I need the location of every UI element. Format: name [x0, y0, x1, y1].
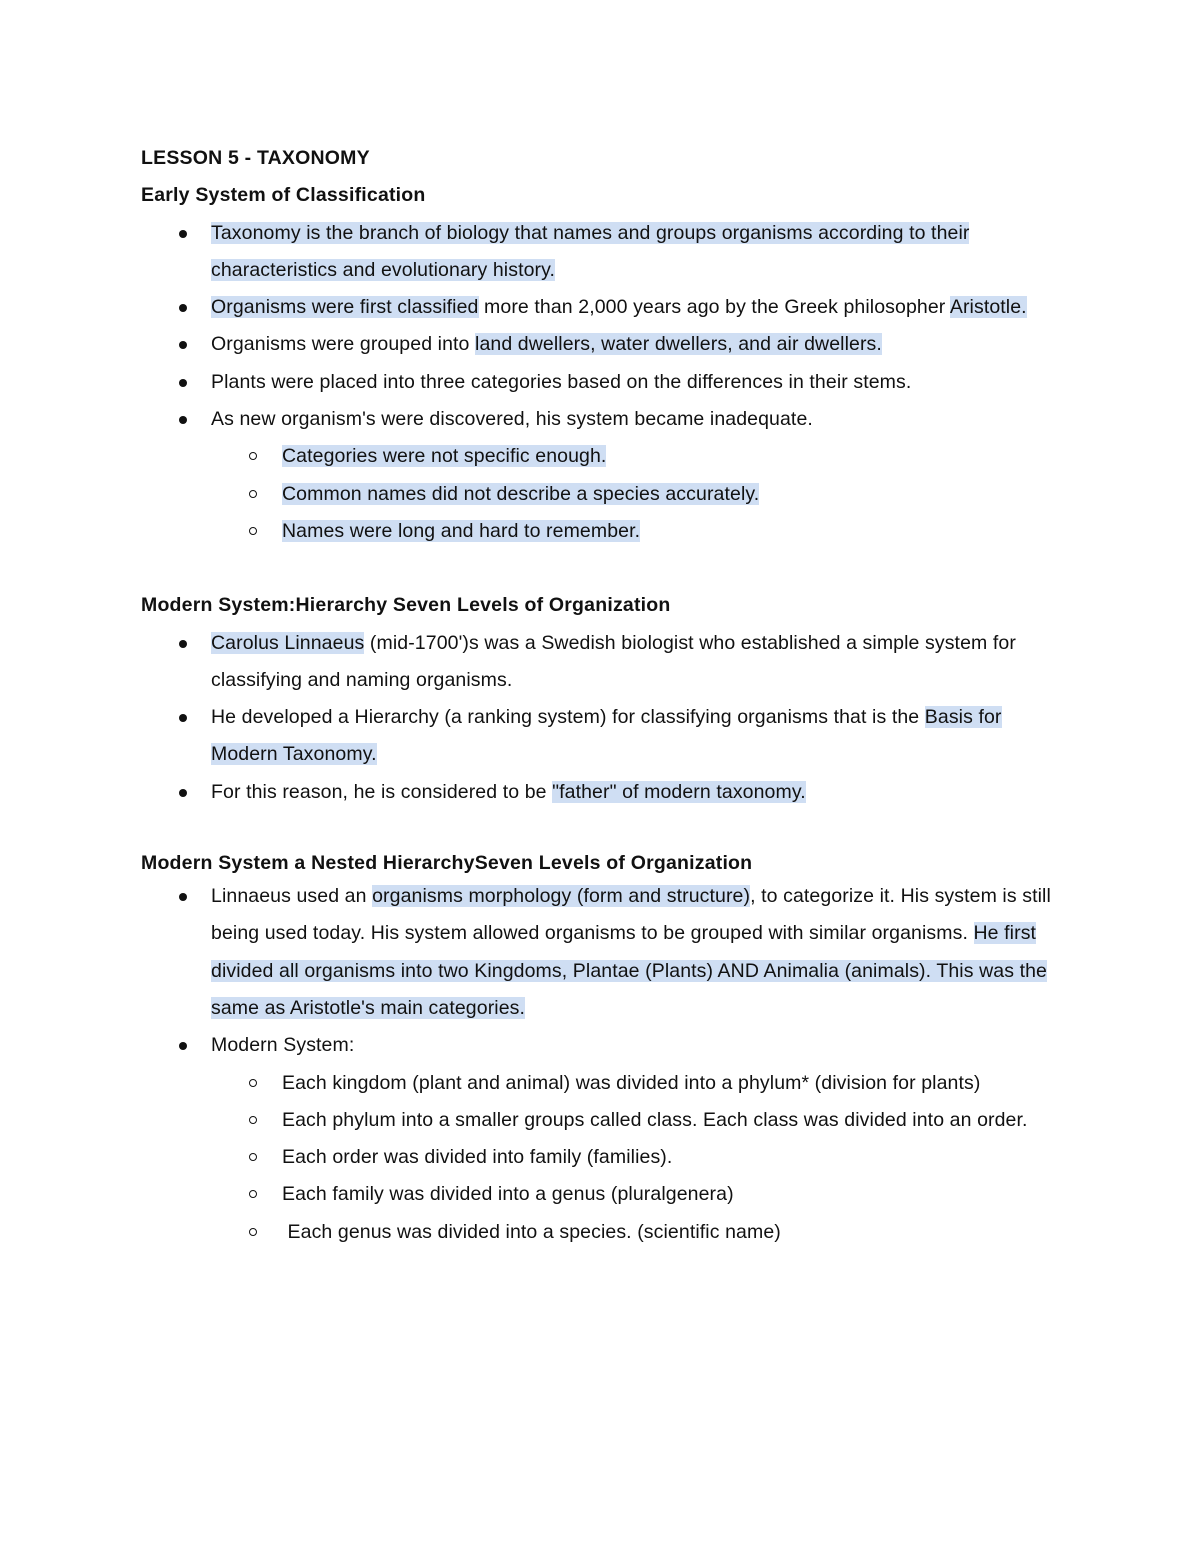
sub-list: [211, 438, 1061, 550]
list-item: [141, 878, 1061, 1027]
section-heading-modern-hierarchy: Modern System:Hierarchy Seven Levels of Organization: [141, 594, 671, 617]
hollow-bullet-icon: [249, 1116, 257, 1124]
text: Each family was divided into a genus (pluralgenera): [282, 1183, 734, 1206]
text: As new organism's were discovered, his system became inadequate.: [211, 408, 813, 431]
document-title: LESSON 5 - TAXONOMY: [141, 147, 370, 169]
highlighted-text: Common names did not describe a species accurately.: [282, 482, 760, 505]
list-item: [141, 401, 1061, 550]
list-item: [141, 215, 1061, 290]
sub-list-item: [141, 1102, 1061, 1139]
hollow-bullet-icon: [249, 452, 257, 460]
highlighted-text: Names were long and hard to remember.: [282, 519, 641, 542]
hollow-bullet-icon: [249, 1190, 257, 1198]
highlighted-text: Carolus Linnaeus: [211, 631, 365, 654]
list-item: [141, 774, 1061, 811]
highlighted-text: "father" of modern taxonomy.: [552, 780, 806, 803]
list-item: [141, 625, 1061, 700]
sub-list-item: [141, 1214, 1061, 1251]
highlighted-text: He first divided all organisms into two Kingdoms, Plantae (Plants) AND Animalia (animals). This was the same as Aristotle's main categories.: [211, 922, 1047, 1019]
bullet-icon: [179, 714, 187, 722]
text: Each genus was divided into a species. (scientific name): [282, 1220, 781, 1243]
sub-list-item: [141, 476, 1061, 513]
highlighted-text: Basis for Modern Taxonomy.: [211, 706, 1002, 766]
bullet-icon: [179, 1042, 187, 1050]
list-item: [141, 1027, 1061, 1251]
text: Modern System:: [211, 1034, 355, 1057]
sub-list-item: [141, 438, 1061, 475]
sub-list-item: [141, 1065, 1061, 1102]
hollow-bullet-icon: [249, 490, 257, 498]
bullet-list: [141, 878, 1061, 1251]
hollow-bullet-icon: [249, 1153, 257, 1161]
hollow-bullet-icon: [249, 1079, 257, 1087]
bullet-icon: [179, 304, 187, 312]
highlighted-text: Aristotle.: [949, 296, 1027, 319]
text: (mid-1700')s was a Swedish biologist who established a simple system for classifying and naming organisms.: [211, 631, 1016, 691]
highlighted-text: land dwellers, water dwellers, and air dwellers.: [475, 333, 882, 356]
sub-list-item: [141, 513, 1061, 550]
bullet-icon: [179, 893, 187, 901]
text: Plants were placed into three categories based on the differences in their stems.: [211, 370, 912, 393]
bullet-list: [141, 215, 1061, 551]
text: Organisms were grouped into: [211, 333, 476, 356]
highlighted-text: Categories were not specific enough.: [282, 445, 607, 468]
hollow-bullet-icon: [249, 1228, 257, 1236]
list-item: [141, 364, 1061, 401]
highlighted-text: Taxonomy is the branch of biology that names and groups organisms according to their characteristics and evolutionary history.: [211, 221, 970, 281]
bullet-icon: [179, 789, 187, 797]
sub-list-item: [141, 1176, 1061, 1213]
text: more than 2,000 years ago by the Greek philosopher: [478, 296, 950, 319]
section-heading-nested-hierarchy: Modern System a Nested HierarchySeven Levels of Organization: [141, 852, 753, 875]
text: Each kingdom (plant and animal) was divided into a phylum* (division for plants): [282, 1071, 981, 1094]
bullet-icon: [179, 230, 187, 238]
bullet-icon: [179, 379, 187, 387]
text: Linnaeus used an: [211, 885, 373, 908]
text: Each phylum into a smaller groups called class. Each class was divided into an order.: [282, 1108, 1028, 1131]
hollow-bullet-icon: [249, 527, 257, 535]
section-heading-early-system: Early System of Classification: [141, 184, 426, 207]
bullet-icon: [179, 640, 187, 648]
sub-list: [211, 1065, 1061, 1251]
bullet-icon: [179, 341, 187, 349]
bullet-icon: [179, 416, 187, 424]
text: Each order was divided into family (families).: [282, 1146, 673, 1169]
bullet-list: [141, 625, 1061, 811]
text: , to categorize it. His system is still being used today. His system allowed organisms to be grouped with similar organisms.: [211, 885, 1051, 945]
text: He developed a Hierarchy (a ranking system) for classifying organisms that is the: [211, 706, 925, 729]
list-item: [141, 326, 1061, 363]
document-body: [141, 140, 1061, 1251]
list-item: [141, 699, 1061, 774]
highlighted-text: organisms morphology (form and structure): [372, 885, 751, 908]
list-item: [141, 289, 1061, 326]
text: For this reason, he is considered to be: [211, 780, 553, 803]
sub-list-item: [141, 1139, 1061, 1176]
highlighted-text: Organisms were first classified: [211, 296, 479, 319]
